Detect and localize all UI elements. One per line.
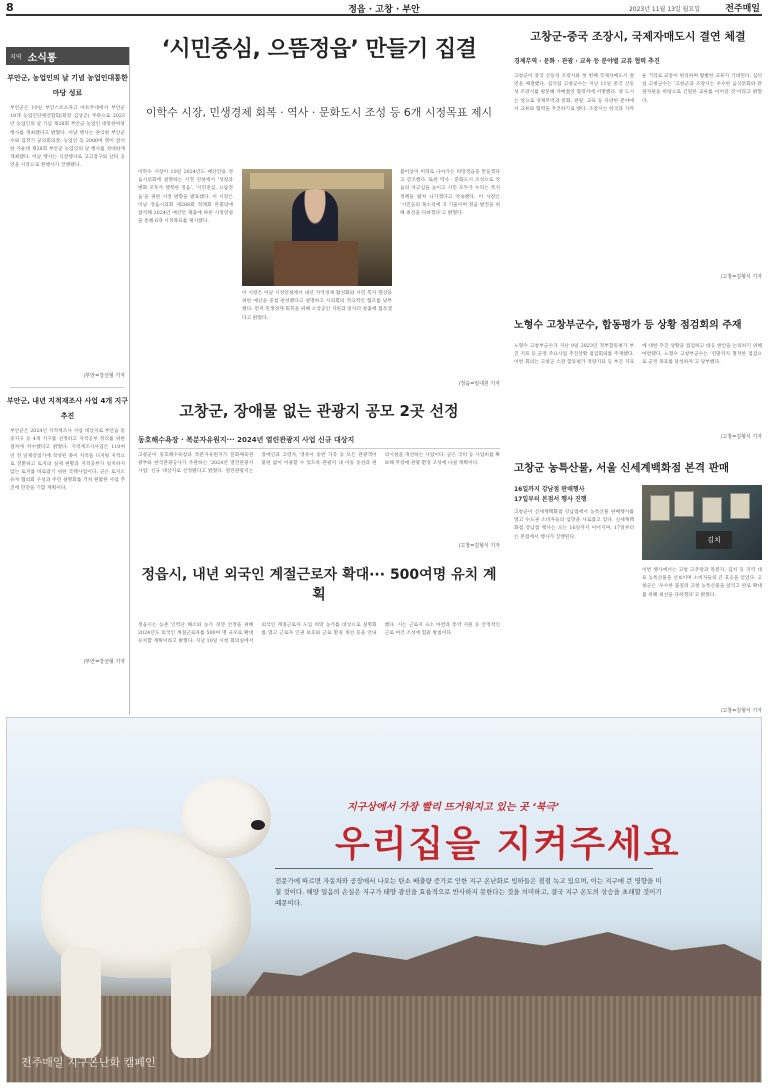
issue-date: 2023년 11월 13일 월요일 xyxy=(628,6,700,13)
campaign-ad xyxy=(6,717,762,1083)
right2-headline: 노형수 고창부군수, 합동평가 등 상황 점검회의 주재 xyxy=(514,320,742,331)
main-body-a: 이학수 시장이 10일 2024년도 예산안을 정읍시의회에 설명하는 시정 연설에서 ‘성장과 변화 모두가 행복한 정읍’, ‘시민중심, 으뜸정읍’을 위한 시정 방향을 발표했다. 이 시장은 이날 정읍시의회 제288회 정례회 본회의에 참석해 2024년 예산안 제출에 따른 시정연설을 통해 6개 시정목표를 제시했다. xyxy=(138,170,233,225)
product-package xyxy=(702,497,722,523)
main-body-c: 불어넣어 미래로 나아가는 희망정읍을 만들겠다고 강조했다. 또한 역사 · 문화도시 조성으로 정읍의 자긍심을 높이고 시민 모두가 누리는 복지 정책을 펼쳐 나가겠다고 약속했다. 이 시장은 ‘시민들의 목소리에 귀 기울이며 정읍 발전을 위해 최선을 다하겠다’고 밝혔다. xyxy=(400,170,500,217)
brief-2-byline: /부안=강선형 기자 xyxy=(83,659,125,665)
page-number: 8 xyxy=(6,1,14,14)
ad-copy: 전문가에 따르면 자동차와 공장에서 나오는 탄소 배출량 증가로 인한 지구 온난화로 빙하들은 점점 녹고 있으며, 이는 지구에 큰 영향을 미칠 것이다. 해양 얼음의 손실은 지구가 태양 광선을 효율적으로 반사하지 못한다는 것을 의미하고, 결국 지구 온도의 상승을 초래할 것이기 때문이다. xyxy=(275,877,662,907)
story-department-store xyxy=(514,460,762,714)
product-package xyxy=(730,493,750,519)
product-package xyxy=(674,491,694,517)
brief-1-body: 부안군은 10일 부안스포츠파크 아트무대에서 부안군 18개 농업인단체연합회(회장 김상곤) 주관으로 2023년 농업인의 날 기념 제28회 부안군 농업인 대통한마당 행사를 개최했다고 밝혔다. 이날 행사는 권익현 부안군수와 김정기 군의회의장, 농업인 등 2000여 명이 참석한 가운데 제28회 부안군 농업인의 날 행사를 성대하게 개최했다. 이날 행사는 식전행사로 고고장구와 난타 공연을 시작으로 본행사가 진행됐다. xyxy=(10,106,125,169)
photo-podium xyxy=(274,241,358,286)
story2-subheadline: 동호해수욕장 · 복분자유원지··· 2024년 열린관광지 사업 신규 대상지 xyxy=(138,435,500,449)
brief-1-byline: /부안=강선형 기자 xyxy=(83,373,125,379)
story3-body: 정읍시는 농촌 인력난 해소와 농가 경영 안정을 위해 2024년도 외국인 계절근로자를 500여 명 규모로 확대 유치할 계획이라고 밝혔다. 지난 10일 시청 회의실에서 외국인 계절근로자 도입 희망 농가를 대상으로 설명회를 열고 근로자 인권 보호와 근로 환경 개선 등을 안내했다. 시는 근로자 숙소 마련과 통역 지원 등 안정적인 근로 여건 조성에 힘쓸 방침이다. xyxy=(138,623,500,645)
main-headline: ‘시민중심, 으뜸정읍’ 만들기 집결 xyxy=(161,37,477,62)
story-accessible-tourism xyxy=(138,400,500,549)
products-photo xyxy=(642,485,762,560)
product-package xyxy=(650,495,670,521)
right3-body-wrap xyxy=(514,509,762,707)
main-byline: /정읍=임대원 기자 xyxy=(458,381,500,387)
masthead xyxy=(6,0,762,16)
bear-nose xyxy=(251,820,265,830)
main-story xyxy=(138,28,500,387)
paper-name: 전주매일 xyxy=(725,4,760,14)
mayor-speech-photo xyxy=(242,169,392,286)
photo-banner xyxy=(250,173,384,189)
right1-subheadline: 경제무역 · 문화 · 관광 · 교육 등 분야별 교류 협력 추진 xyxy=(514,58,660,65)
story-seasonal-workers xyxy=(138,564,500,741)
main-body-b: 이 시장은 이날 시정연설에서 내년 지역경제 활성화와 시민 복지 향상을 위한 예산을 중점 편성했다고 설명하고 시의회의 적극적인 협조를 당부했다. 먼저 민생경제 회복을 위해 소상공인 지원과 일자리 창출에 힘쓰겠다고 밝혔다. xyxy=(242,291,392,321)
right3-body-b: 이번 행사에서는 고창 고추장과 복분자, 김치 등 지역 대표 농특산물을 선보이며 소비자들의 큰 호응을 얻었다. 고창군은 ‘우수한 품질의 고창 농특산물을 알리고 판로 확대를 위해 최선을 다하겠다’고 밝혔다. xyxy=(642,568,762,598)
brief-2-body: 부안군은 2024년 지적재조사 사업 대상지로 부안읍 동중지구 등 4개 지구를 선정하고 지적공부 정리를 위한 절차에 착수했다고 밝혔다. 지적재조사사업은 110여 년 전 일제강점기에 작성된 종이 지적을 디지털 지적으로 전환하고 토지의 실제 현황과 지적공부가 일치하지 않는 토지를 바로잡기 위한 국책사업이다. 군은 토지소유자 협의회 구성과 주민 설명회를 거쳐 원활한 사업 추진에 만전을 기할 계획이다. xyxy=(10,429,125,492)
right3-byline: /고창=김형식 기자 xyxy=(720,708,762,714)
polar-bear-image xyxy=(21,758,281,1058)
story2-byline: /고창=김형식 기자 xyxy=(458,543,500,549)
ad-divider xyxy=(275,868,653,869)
right3-headline: 고창군 농특산물, 서울 신세계백화점 본격 판매 xyxy=(514,462,729,474)
story-review-meeting xyxy=(514,316,762,440)
right3-body-a: 고창군이 신세계백화점 강남점에서 농특산물 판매행사를 열고 수도권 소비자들의 입맛을 사로잡고 있다. 신세계백화점 강남점 행사는 오는 16일까지 이어지며, 17일부터는 본점에서 행사가 진행된다. xyxy=(514,510,634,540)
bear-leg xyxy=(61,948,101,1058)
ad-credit: 전주매일 지구온난화 캠페인 xyxy=(21,1056,156,1069)
story2-body: 고창군이 동호해수욕장과 복분자유원지가 문화체육관광부와 한국관광공사가 주관하는 ‘2024년 열린관광지 사업’ 신규 대상지로 선정됐다고 밝혔다. 열린관광지는 장애인과 고령자, 영유아 동반 가족 등 모든 관광객이 불편 없이 이용할 수 있도록 관광지 내 이동 동선과 편의시설을 개선하는 사업이다. 군은 국비 등 사업비를 확보해 무장애 관광 환경 조성에 나설 계획이다. xyxy=(138,453,500,475)
story-sister-city xyxy=(514,28,762,280)
right-column xyxy=(514,28,762,714)
briefs-column xyxy=(6,47,130,715)
ad-tagline: 지구상에서 가장 빨리 뜨거워지고 있는 곳 ‘북극’ xyxy=(347,802,560,813)
briefs-header xyxy=(6,47,129,65)
story3-headline: 정읍시, 내년 외국인 계절근로자 확대··· 500여명 유치 계획 xyxy=(141,567,497,603)
right1-byline: /고창=김형식 기자 xyxy=(720,274,762,280)
ad-headline: 우리집을 지켜주세요 xyxy=(335,824,681,865)
divider xyxy=(10,387,125,388)
right2-body: 노형수 고창부군수가 지난 9일 2023년 정부합동평가 부진 지표 등 군정 주요사업 추진상황 점검회의를 주재했다. 이번 회의는 고창군 소관 합동평가 정량지표 등 부진 지표에 대한 추진 상황을 점검하고 대응 방안을 논의하기 위해 마련됐다. 노형수 고창부군수는 ‘연말까지 철저한 점검으로 군정 목표를 달성하자’고 당부했다. xyxy=(514,344,762,366)
briefs-area: 지역 xyxy=(10,53,22,61)
bear-head xyxy=(181,778,271,858)
bear-leg xyxy=(171,948,211,1058)
story2-headline: 고창군, 장애물 없는 관광지 공모 2곳 선정 xyxy=(179,402,459,420)
photo-product-label: 김치 xyxy=(696,531,732,549)
brief-2-title: 부안군, 내년 지적재조사 사업 4개 지구 추진 xyxy=(6,397,129,420)
right2-byline: /고창=김형식 기자 xyxy=(720,434,762,440)
section-title: 정읍 · 고창 · 부안 xyxy=(348,5,420,15)
right3-sub1: 16일까지 강남점 판매행사 xyxy=(514,486,585,493)
right1-headline: 고창군-중국 조장시, 국제자매도시 결연 체결 xyxy=(530,30,746,43)
right3-sub2: 17일부터 본점서 행사 진행 xyxy=(514,496,587,503)
main-subheadline: 이학수 시장, 민생경제 회복 · 역사 · 문화도시 조성 등 6개 시정목표 제시 xyxy=(145,106,493,119)
right1-body: 고창군이 중국 산둥성 조장시와 첫 번째 국제자매도시 결연을 체결했다. 심덕섭 고창군수는 지난 11일 중국 산둥성 조장시를 방문해 자매결연 협정서에 서명했다. 양 도시는 앞으로 경제무역과 문화, 관광, 교육 등 다양한 분야에서 교류와 협력을 추진하기로 했다. 조장시는 한국과 가까운 거리로 교통이 편리하며 활발한 교류가 기대된다. 심덕섭 고창군수는 ‘고창군과 조장시는 우수한 음식문화와 관광자원을 바탕으로 긴밀한 교류를 이어갈 것’이라고 밝혔다. xyxy=(514,74,762,112)
briefs-title: 소식통 xyxy=(27,52,57,64)
brief-1-title: 부안군, 농업인의 날 기념 농업인대통한마당 성료 xyxy=(7,74,128,97)
